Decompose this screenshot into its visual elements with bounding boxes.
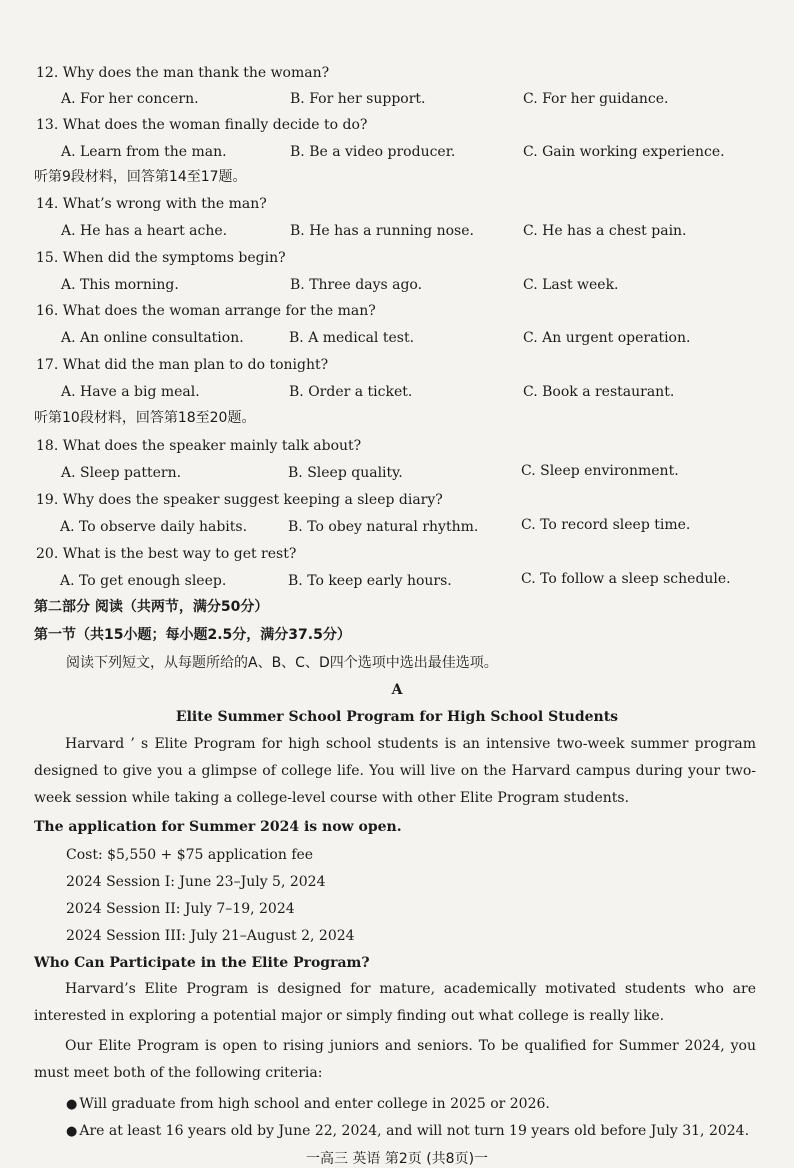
option-14b: B. He has a running nose.	[290, 223, 474, 239]
option-17a: A. Have a big meal.	[61, 384, 200, 400]
bullet-icon: ●	[66, 1124, 78, 1139]
question-18: 18. What does the speaker mainly talk about?	[36, 438, 362, 454]
passage-paragraph-1: Harvard ’ s Elite Program for high school students is an intensive two-week summer program designed to give you a glimpse of college life. You will live on the Harvard campus during your two-week session while taking a college-level course with other Elite Program students.	[34, 736, 756, 806]
option-19c: C. To record sleep time.	[521, 517, 691, 533]
question-15: 15. When did the symptoms begin?	[36, 250, 286, 266]
option-18c: C. Sleep environment.	[521, 463, 679, 479]
bullet-icon: ●	[66, 1097, 78, 1112]
option-13a: A. Learn from the man.	[61, 144, 227, 160]
option-13c: C. Gain working experience.	[523, 144, 725, 160]
question-19: 19. Why does the speaker suggest keeping a sleep diary?	[36, 492, 443, 508]
application-heading: The application for Summer 2024 is now open.	[34, 819, 402, 835]
option-17b: B. Order a ticket.	[289, 384, 413, 400]
option-20a: A. To get enough sleep.	[60, 573, 227, 589]
criteria-2	[66, 1122, 749, 1141]
option-20c: C. To follow a sleep schedule.	[521, 571, 731, 587]
criteria-2-text: Are at least 16 years old by June 22, 2024, and will not turn 19 years old before July 31, 2024.	[79, 1123, 750, 1139]
criteria-1-text: Will graduate from high school and enter college in 2025 or 2026.	[79, 1096, 550, 1112]
page-footer: 一高三 英语 第2页 (共8页)一	[305, 1151, 489, 1167]
option-18b: B. Sleep quality.	[288, 465, 403, 481]
part2-section1-heading: 第一节（共15小题；每小题2.5分，满分37.5分）	[34, 627, 351, 643]
session-2: 2024 Session II: July 7–19, 2024	[66, 901, 295, 917]
option-15a: A. This morning.	[61, 277, 179, 293]
option-16b: B. A medical test.	[289, 330, 415, 346]
passage-title: Elite Summer School Program for High School Students	[175, 709, 619, 725]
option-20b: B. To keep early hours.	[288, 573, 452, 589]
option-12b: B. For her support.	[290, 91, 426, 107]
section-10-instruction: 听第10段材料，回答第18至20题。	[34, 410, 256, 426]
question-20: 20. What is the best way to get rest?	[36, 546, 297, 562]
option-15c: C. Last week.	[523, 277, 619, 293]
question-13: 13. What does the woman finally decide to do?	[36, 117, 368, 133]
option-15b: B. Three days ago.	[290, 277, 423, 293]
passage-letter: A	[391, 682, 403, 698]
option-12c: C. For her guidance.	[523, 91, 669, 107]
option-19b: B. To obey natural rhythm.	[288, 519, 479, 535]
option-13b: B. Be a video producer.	[290, 144, 456, 160]
question-17: 17. What did the man plan to do tonight?	[36, 357, 329, 373]
question-16: 16. What does the woman arrange for the man?	[36, 303, 376, 319]
section-9-instruction: 听第9段材料，回答第14至17题。	[34, 169, 247, 185]
part2-heading: 第二部分 阅读（共两节，满分50分）	[34, 599, 269, 615]
option-18a: A. Sleep pattern.	[61, 465, 182, 481]
option-16c: C. An urgent operation.	[523, 330, 691, 346]
option-16a: A. An online consultation.	[61, 330, 244, 346]
question-14: 14. What’s wrong with the man?	[36, 196, 267, 212]
session-1: 2024 Session I: June 23–July 5, 2024	[66, 874, 326, 890]
option-14a: A. He has a heart ache.	[61, 223, 228, 239]
passage-paragraph-3: Our Elite Program is open to rising juniors and seniors. To be qualified for Summer 2024, you must meet both of the following criteria:	[34, 1038, 756, 1081]
criteria-1	[66, 1095, 550, 1114]
reading-instruction: 阅读下列短文，从每题所给的A、B、C、D四个选项中选出最佳选项。	[66, 655, 498, 671]
option-12a: A. For her concern.	[61, 91, 199, 107]
cost-line: Cost: $5,550 + $75 application fee	[66, 847, 314, 863]
option-19a: A. To observe daily habits.	[60, 519, 248, 535]
option-14c: C. He has a chest pain.	[523, 223, 687, 239]
session-3: 2024 Session III: July 21–August 2, 2024	[66, 928, 355, 944]
question-12: 12. Why does the man thank the woman?	[36, 65, 330, 81]
option-17c: C. Book a restaurant.	[523, 384, 675, 400]
who-heading: Who Can Participate in the Elite Program?	[34, 955, 370, 971]
passage-paragraph-2: Harvard’s Elite Program is designed for mature, academically motivated students who are interested in exploring a potential major or simply finding out what college is really like.	[34, 981, 756, 1024]
